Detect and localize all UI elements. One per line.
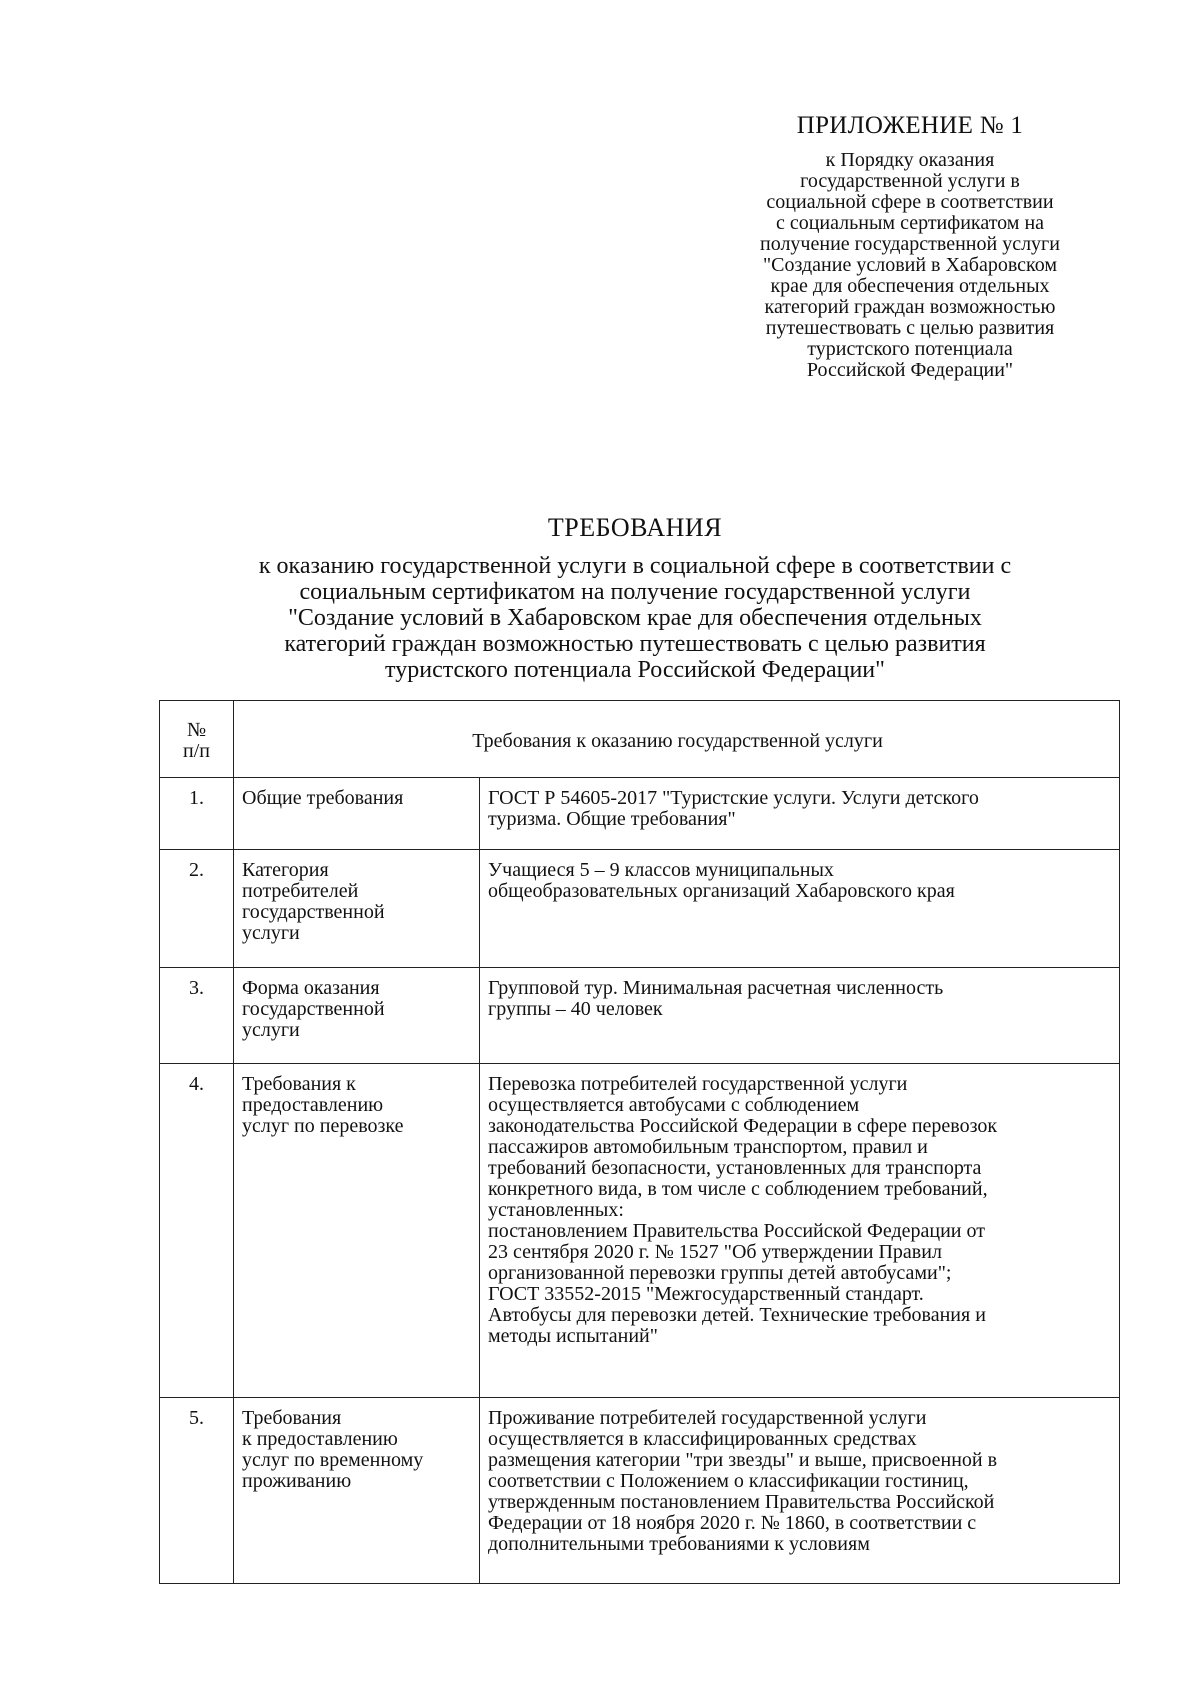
header-num-line: № (186, 719, 207, 741)
category-line: Форма оказания (242, 977, 380, 999)
appendix-line: туристского потенциала (807, 338, 1013, 360)
text-line: организованной перевозки группы детей автобусами"; (488, 1262, 952, 1284)
row-num: 3. (160, 968, 234, 1064)
table-row (160, 1064, 1120, 1398)
row-text (480, 968, 1120, 1064)
category-line: услуги (242, 1019, 300, 1041)
text-line: дополнительными требованиями к условиям (488, 1533, 870, 1555)
category-line: Категория (242, 859, 329, 881)
appendix-line: получение государственной услуги (760, 233, 1060, 255)
appendix-line: путешествовать с целью развития (765, 317, 1055, 339)
text-line: ГОСТ 33552-2015 "Межгосударственный стандарт. (488, 1283, 924, 1305)
text-line: туризма. Общие требования" (488, 808, 736, 830)
text-line: требований безопасности, установленных для транспорта (488, 1157, 982, 1179)
subtitle-line: к оказанию государственной услуги в социальной сфере в соответствии с (258, 553, 1012, 579)
appendix-line: крае для обеспечения отдельных (770, 275, 1050, 297)
text-line: Проживание потребителей государственной услуги (488, 1407, 927, 1429)
row-text (480, 850, 1120, 968)
subtitle-line: туристского потенциала Российской Федерации" (385, 657, 885, 683)
header-requirements-cell: Требования к оказанию государственной услуги (234, 701, 1120, 778)
document-subtitle (150, 553, 1120, 683)
table-row (160, 968, 1120, 1064)
category-line: Требования к (242, 1073, 356, 1095)
row-text (480, 1398, 1120, 1584)
category-line: государственной (242, 998, 385, 1020)
subtitle-line: "Создание условий в Хабаровском крае для обеспечения отдельных (288, 605, 982, 631)
row-category (234, 778, 480, 850)
category-line: государственной (242, 901, 385, 923)
subtitle-line: категорий граждан возможностью путешествовать с целью развития (284, 631, 986, 657)
text-line: соответствии с Положением о классификации гостиниц, (488, 1470, 969, 1492)
table-row (160, 850, 1120, 968)
text-line: установленных: (488, 1199, 624, 1221)
appendix-line: социальной сфере в соответствии (766, 191, 1054, 213)
category-line: предоставлению (242, 1094, 384, 1116)
row-category (234, 1064, 480, 1398)
text-line: группы – 40 человек (488, 998, 663, 1020)
row-category (234, 850, 480, 968)
appendix-line: категорий граждан возможностью (764, 296, 1056, 318)
appendix-title: ПРИЛОЖЕНИЕ № 1 (796, 112, 1024, 139)
row-category (234, 968, 480, 1064)
row-num: 2. (160, 850, 234, 968)
row-text (480, 1064, 1120, 1398)
text-line: осуществляется в классифицированных средствах (488, 1428, 917, 1450)
appendix-line: с социальным сертификатом на (775, 212, 1045, 234)
text-line: утвержденным постановлением Правительства Российской (488, 1491, 995, 1513)
appendix-line: к Порядку оказания (825, 149, 995, 171)
table-row (160, 778, 1120, 850)
category-line: к предоставлению (242, 1428, 398, 1450)
text-line: общеобразовательных организаций Хабаровского края (488, 880, 955, 902)
text-line: размещения категории "три звезды" и выше, присвоенной в (488, 1449, 998, 1471)
text-line: 23 сентября 2020 г. № 1527 "Об утверждении Правил (488, 1241, 942, 1263)
row-num: 4. (160, 1064, 234, 1398)
category-line: проживанию (242, 1470, 352, 1492)
appendix-line: государственной услуги в (800, 170, 1020, 192)
header-num-line: п/п (183, 740, 210, 762)
text-line: Учащиеся 5 – 9 классов муниципальных (488, 859, 834, 881)
text-line: осуществляется автобусами с соблюдением (488, 1094, 860, 1116)
row-text (480, 778, 1120, 850)
text-line: Перевозка потребителей государственной услуги (488, 1073, 908, 1095)
text-line: Групповой тур. Минимальная расчетная численность (488, 977, 944, 999)
text-line: постановлением Правительства Российской Федерации от (488, 1220, 985, 1242)
table-row (160, 1398, 1120, 1584)
table-header-row (160, 701, 1120, 778)
appendix-line: Российской Федерации" (806, 359, 1014, 381)
category-line: Требования (242, 1407, 342, 1429)
appendix-line: "Создание условий в Хабаровском (762, 254, 1058, 276)
document-title: ТРЕБОВАНИЯ (547, 513, 723, 542)
category-line: Общие требования (242, 787, 404, 809)
requirements-table (159, 700, 1120, 1584)
text-line: конкретного вида, в том числе с соблюдением требований, (488, 1178, 988, 1200)
category-line: услуги (242, 922, 300, 944)
row-num: 1. (160, 778, 234, 850)
category-line: услуг по временному (242, 1449, 424, 1471)
text-line: ГОСТ Р 54605-2017 "Туристские услуги. Услуги детского (488, 787, 979, 809)
text-line: Федерации от 18 ноября 2020 г. № 1860, в соответствии с (488, 1512, 977, 1534)
row-num: 5. (160, 1398, 234, 1584)
subtitle-line: социальным сертификатом на получение государственной услуги (299, 579, 971, 605)
header-num-cell (160, 701, 234, 778)
appendix-header (720, 110, 1100, 381)
row-category (234, 1398, 480, 1584)
category-line: услуг по перевозке (242, 1115, 404, 1137)
text-line: Автобусы для перевозки детей. Технические требования и (488, 1304, 986, 1326)
text-line: законодательства Российской Федерации в сфере перевозок (488, 1115, 998, 1137)
category-line: потребителей (242, 880, 359, 902)
text-line: методы испытаний" (488, 1325, 658, 1347)
text-line: пассажиров автомобильным транспортом, правил и (488, 1136, 928, 1158)
